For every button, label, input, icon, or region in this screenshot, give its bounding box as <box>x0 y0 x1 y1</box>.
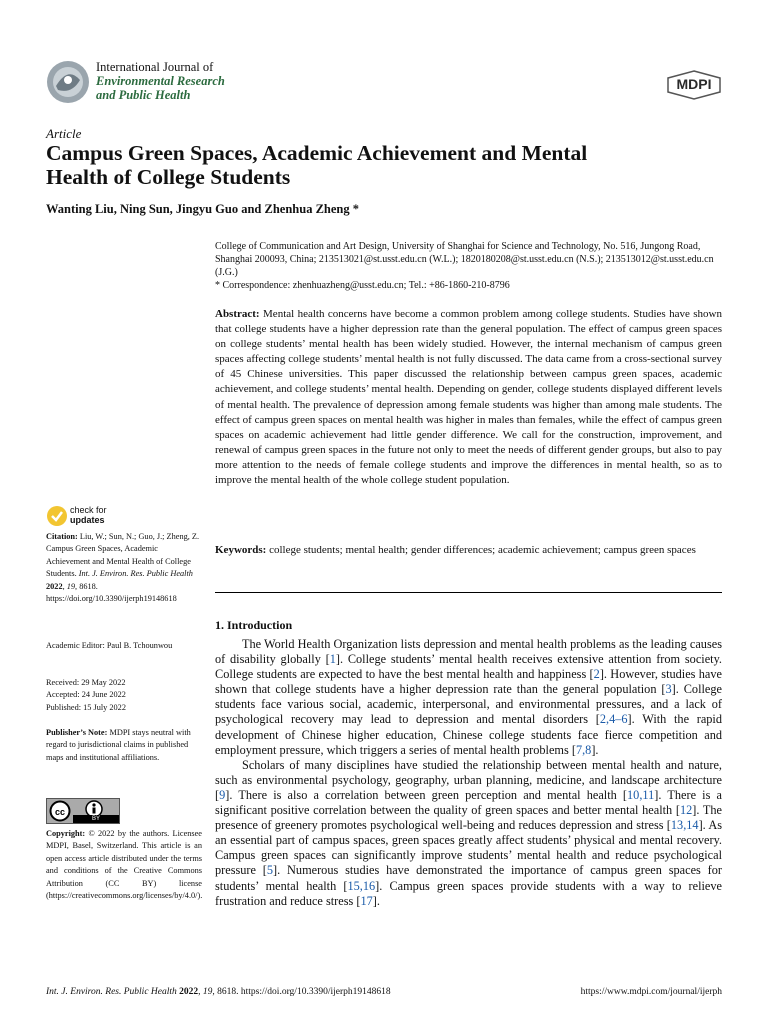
reference-link[interactable]: 2,4–6 <box>599 712 628 727</box>
footer-vol: 19 <box>202 987 213 997</box>
correspondence: * Correspondence: zhenhuazheng@usst.edu.cn; Tel.: +86-1860-210-8796 <box>215 280 510 291</box>
check-line2: updates <box>70 515 105 525</box>
abstract-label: Abstract: <box>215 308 260 320</box>
title-line1: Campus Green Spaces, Academic Achievement and Mental <box>46 141 588 165</box>
citation-text: Liu, W.; Sun, N.; Guo, J.; Zheng, Z. Campus Green Spaces, Academic Achievement and Mental Health of College Students. <box>46 532 200 579</box>
citation-vol: 19 <box>66 581 76 591</box>
reference-link[interactable]: 17 <box>360 893 373 908</box>
reference-link[interactable]: 10,11 <box>627 787 655 802</box>
check-updates-label <box>70 505 150 525</box>
text: ]. However, studies have shown that college students have a higher depression rate than the general population [ <box>215 667 722 697</box>
text: Scholars of many disciplines have studied the relationship between mental health and nature, such as environmental psychology, geography, urban planning, medicine, and landscape architecture [ <box>215 757 722 802</box>
publisher-note-text: MDPI stays neutral with regard to jurisdictional claims in published maps and institutional affiliations. <box>46 728 191 762</box>
reference-link[interactable]: 12 <box>679 803 693 818</box>
text: ]. <box>591 742 599 757</box>
journal-name-line3: and Public Health <box>96 88 191 102</box>
dates <box>46 677 202 714</box>
footer-year: 2022 <box>179 987 199 997</box>
text: ]. College students’ mental health receives extensive attention from society. College students are expected to have the best mental health and happiness [ <box>215 652 722 682</box>
accepted-date: Accepted: 24 June 2022 <box>46 690 126 700</box>
text: ]. With the rapid development of Chinese higher education, Chinese college students face fierce competition and employment pressure, which triggers a series of mental health problems [ <box>215 712 722 757</box>
reference-link[interactable]: 15,16 <box>347 878 376 893</box>
affiliation-block <box>215 240 725 292</box>
cc-icon <box>49 800 71 822</box>
title-line2: Health of College Students <box>46 165 291 189</box>
svg-text:cc: cc <box>54 807 66 817</box>
article-type: Article <box>46 126 82 141</box>
paragraph-2 <box>215 758 722 909</box>
text: ]. College students face various social, academic, interpersonal, and environmental pressures, and a lack of psychological recovery may lead to depression and mental disorders [ <box>215 682 722 727</box>
citation-doi: , 8618. https://doi.org/10.3390/ijerph19148618 <box>46 581 177 604</box>
keywords-text: college students; mental health; gender differences; academic achievement; campus green spaces <box>269 544 696 556</box>
text: ]. There is a significant positive correlation between the quality of green spaces and better mental health [ <box>215 787 722 818</box>
citation-journal: Int. J. Environ. Res. Public Health <box>78 569 193 579</box>
reference-link[interactable]: 3 <box>665 682 672 697</box>
journal-name-line2: Environmental Research <box>96 74 225 88</box>
journal-logo-icon <box>46 60 90 104</box>
reference-link[interactable]: 2 <box>593 667 600 682</box>
body-text <box>215 637 722 909</box>
paragraph-1 <box>215 637 722 758</box>
section-heading: 1. Introduction <box>215 618 293 632</box>
copyright <box>46 828 202 902</box>
keywords-label: Keywords: <box>215 544 267 556</box>
text: ]. Numerous studies have demonstrated the importance of campus green spaces for students’ mental health [ <box>215 863 722 893</box>
mdpi-logo-text: MDPI <box>676 76 712 92</box>
affiliation: College of Communication and Art Design, University of Shanghai for Science and Technology, No. 516, Jungong Road, Shanghai 200093, China; 213513021@st.usst.edu.cn (W.L.); 1820180208@st.usst.edu.cn (N.S.); 213513012@st.usst.edu.cn (J.G.) <box>215 241 714 278</box>
keywords <box>215 543 722 559</box>
text: ]. There is also a correlation between green perception and mental health [ <box>225 787 628 802</box>
footer-url[interactable]: https://www.mdpi.com/journal/ijerph <box>580 987 722 997</box>
reference-link[interactable]: 7,8 <box>575 742 592 757</box>
received-date: Received: 29 May 2022 <box>46 678 126 687</box>
citation-label: Citation: <box>46 532 78 541</box>
reference-link[interactable]: 9 <box>219 787 226 802</box>
footer-citation: Int. J. Environ. Res. Public Health 2022, 19, 8618. https://doi.org/10.3390/ijerph19148618 <box>46 987 391 997</box>
authors: Wanting Liu, Ning Sun, Jingyu Guo and Zhenhua Zheng * <box>46 202 359 216</box>
journal-name <box>96 60 225 102</box>
copyright-text: © 2022 by the authors. Licensee MDPI, Basel, Switzerland. This article is an open access article distributed under the terms and conditions of the Creative Commons Attribution (CC BY) license (https://creativecommons.org/licenses/by/4.0/). <box>46 829 203 901</box>
article-title <box>46 141 726 189</box>
publisher-note-label: Publisher’s Note: <box>46 728 108 737</box>
cc-by-license-badge[interactable] <box>46 798 120 824</box>
text: ]. Campus green spaces provide students with a way to relieve frustration and reduce stress [ <box>215 878 722 908</box>
text: The World Health Organization lists depression and mental health problems as the leading causes of disability globally [ <box>215 637 722 667</box>
academic-editor: Academic Editor: Paul B. Tchounwou <box>46 641 173 650</box>
citation: Citation: Liu, W.; Sun, N.; Guo, J.; Zheng, Z. Campus Green Spaces, Academic Achievement and Mental Health of College Students. Int. J. Environ. Res. Public Health 2022, 19, 8618. https://doi.org/10.3390/ijerph19148618 <box>46 532 200 604</box>
check-line1: check for <box>70 505 107 515</box>
text: ]. The presence of greenery promotes psychological well-being and reduces depression and stress [ <box>215 803 723 833</box>
check-updates-icon <box>46 505 68 527</box>
text: ]. <box>372 893 380 908</box>
reference-link[interactable]: 5 <box>266 863 274 878</box>
citation-year: 2022 <box>46 581 63 591</box>
published-date: Published: 15 July 2022 <box>46 702 126 712</box>
abstract <box>215 307 722 488</box>
divider <box>215 592 722 593</box>
copyright-label: Copyright: <box>46 829 86 838</box>
reference-link[interactable]: 13,14 <box>670 818 699 833</box>
journal-name-line1: International Journal of <box>96 60 214 74</box>
cc-by-text: BY <box>73 815 119 823</box>
reference-link[interactable]: 1 <box>329 652 336 667</box>
abstract-text: Mental health concerns have become a common problem among college students. Studies have shown that college students have a higher depression rate than the general population. The effect of campus green spaces on college students’ mental health has been widely studied. However, the internal mechanism of campus green spaces affecting college students’ mental health is not fully discussed. The data came from a cross-sectional survey of 45 Chinese universities. This paper discussed the relationship between campus green spaces, academic achievement, and college students’ mental health. Depending on gender, college students displayed different levels of mental health. The prevalence of depression among female students was higher than among male students. The effect of campus green spaces on mental health was higher in males than females, while the effect of campus green spaces on academic achievement had little gender difference. We call for the construction, improvement, and renewal of campus green spaces in the future not only to meet the needs of different gender groups, but also to pay more attention to the needs of female college students and improve the differences in mental health, so as to improve the mental health of the whole college student population. <box>215 308 723 487</box>
text: ]. As an essential part of campus spaces, green spaces greatly affect students’ physical and mental recovery. Campus green spaces can significantly improve students’ mental health and reduce psychological pressure [ <box>215 818 722 878</box>
publisher-note <box>46 727 202 764</box>
footer-journal: Int. J. Environ. Res. Public Health <box>46 987 177 997</box>
footer-doi: , 8618. https://doi.org/10.3390/ijerph19148618 <box>212 987 391 997</box>
mdpi-logo <box>666 70 722 100</box>
